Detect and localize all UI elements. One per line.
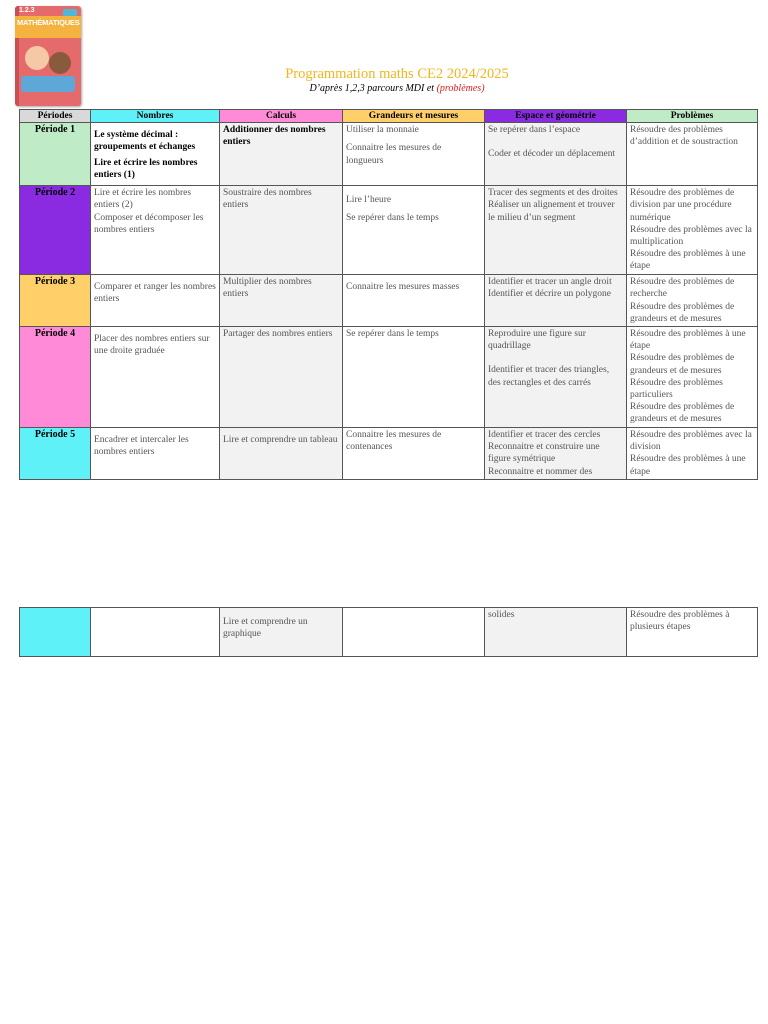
cell-line: Résoudre des problèmes de grandeurs et de mesures	[630, 353, 735, 376]
cell-line: Le système décimal : groupements et échanges	[94, 130, 196, 153]
cell-line: Reproduire une figure sur quadrillage	[488, 329, 586, 352]
document-subtitle	[0, 83, 768, 95]
header-calculs: Calculs	[220, 110, 343, 123]
cell-problemes	[627, 123, 758, 186]
cell-grandeurs-continuation	[343, 608, 485, 657]
cell-line: Lire et comprendre un graphique	[223, 617, 308, 640]
header-nombres: Nombres	[91, 110, 220, 123]
cell-grandeurs	[343, 275, 485, 327]
cell-line: Résoudre des problèmes particuliers	[630, 377, 723, 401]
cell-line: Lire et comprendre un tableau	[223, 435, 338, 446]
cell-line: Identifier et tracer des triangles, des rectangles et des carrés	[488, 365, 610, 388]
cell-line: Résoudre des problèmes à une étape	[630, 249, 746, 272]
cell-grandeurs	[343, 327, 485, 428]
cell-line: Composer et décomposer les nombres entiers	[94, 212, 204, 235]
table-row	[20, 327, 758, 428]
cell-line: Reconnaitre et construire une figure symétrique	[488, 442, 600, 465]
header-problemes: Problèmes	[627, 110, 758, 123]
cell-line: Connaitre les mesures de contenances	[346, 430, 442, 453]
cell-espace	[485, 123, 627, 186]
programmation-table-continuation	[19, 607, 758, 657]
header-grandeurs: Grandeurs et mesures	[343, 110, 485, 123]
cell-line: Réaliser un alignement et trouver le milieu d’un segment	[488, 200, 615, 223]
cell-periode: Période 4	[20, 327, 91, 428]
cell-calculs-continuation	[220, 608, 343, 657]
programmation-table	[19, 109, 758, 480]
cell-line: Identifier et décrire un polygone	[488, 289, 611, 300]
cell-espace-continuation	[485, 608, 627, 657]
cell-problemes	[627, 275, 758, 327]
cell-line: Résoudre des problèmes à une étape	[630, 454, 746, 477]
cell-espace	[485, 275, 627, 327]
cell-line: Connaitre les mesures de longueurs	[346, 143, 442, 166]
cell-line: Résoudre des problèmes de grandeurs et de mesures	[630, 402, 735, 425]
cell-nombres	[91, 123, 220, 186]
cell-line: Additionner des nombres entiers	[223, 125, 326, 148]
cell-line: Coder et décoder un déplacement	[488, 149, 616, 160]
document-title: Programmation maths CE2 2024/2025	[285, 66, 509, 82]
table-row	[20, 275, 758, 327]
cell-problemes	[627, 327, 758, 428]
cell-line: Résoudre des problèmes de grandeurs et de mesures	[630, 301, 735, 324]
cell-line: Lire et écrire les nombres entiers (1)	[94, 157, 198, 180]
cell-periode: Période 1	[20, 123, 91, 186]
cell-line: Reconnaitre et nommer des	[488, 466, 593, 477]
cell-espace	[485, 186, 627, 275]
cell-line: Soustraire des nombres entiers	[223, 188, 312, 211]
cell-espace	[485, 327, 627, 428]
header-espace: Espace et géométrie	[485, 110, 627, 123]
cell-nombres	[91, 275, 220, 327]
cell-periode: Période 3	[20, 275, 91, 327]
cell-periode-continuation	[20, 608, 91, 657]
cell-line: Multiplier des nombres entiers	[223, 277, 312, 300]
cell-grandeurs	[343, 123, 485, 186]
cell-line: Résoudre des problèmes de recherche	[630, 277, 735, 300]
cell-nombres-continuation	[91, 608, 220, 657]
subtitle-highlight: (problèmes)	[436, 83, 485, 94]
cell-line: Se repérer dans le temps	[346, 329, 439, 340]
cell-line: Résoudre des problèmes d’addition et de soustraction	[630, 125, 738, 148]
cell-line: Comparer et ranger les nombres entiers	[94, 282, 216, 305]
cell-line: Partager des nombres entiers	[223, 329, 333, 340]
cell-line: Résoudre des problèmes à plusieurs étapes	[630, 610, 730, 633]
cell-periode: Période 2	[20, 186, 91, 275]
cell-calculs	[220, 123, 343, 186]
subtitle-text: D’après 1,2,3 parcours MDI et	[309, 83, 437, 94]
cell-calculs	[220, 428, 343, 480]
table-row	[20, 186, 758, 275]
cell-grandeurs	[343, 428, 485, 480]
cell-line: Résoudre des problèmes avec la division	[630, 430, 752, 453]
cell-line: Identifier et tracer des cercles	[488, 430, 601, 441]
cell-calculs	[220, 327, 343, 428]
table-row	[20, 428, 758, 480]
cell-problemes	[627, 186, 758, 275]
cell-line: Connaitre les mesures masses	[346, 282, 460, 293]
cell-line: Se repérer dans le temps	[346, 213, 439, 224]
book-title: MATHÉMATIQUES	[17, 18, 80, 27]
cell-line: Lire l’heure	[346, 195, 392, 206]
cell-problemes-continuation	[627, 608, 758, 657]
table-header-row	[20, 110, 758, 123]
cell-line: Résoudre des problèmes de division par une procédure numérique	[630, 188, 735, 223]
cell-line: Lire et écrire les nombres entiers (2)	[94, 188, 192, 211]
cell-problemes	[627, 428, 758, 480]
cell-nombres	[91, 186, 220, 275]
cell-grandeurs	[343, 186, 485, 275]
cell-line: solides	[488, 610, 515, 620]
cell-line: Résoudre des problèmes à une étape	[630, 329, 746, 352]
cell-nombres	[91, 428, 220, 480]
cell-line: Se repérer dans l’espace	[488, 125, 581, 136]
cell-line: Encadrer et intercaler les nombres entiers	[94, 435, 189, 458]
cell-line: Placer des nombres entiers sur une droite graduée	[94, 334, 210, 357]
cell-calculs	[220, 275, 343, 327]
cell-espace	[485, 428, 627, 480]
cell-periode: Période 5	[20, 428, 91, 480]
header-periodes: Périodes	[20, 110, 91, 123]
cell-nombres	[91, 327, 220, 428]
cell-line: Utiliser la monnaie	[346, 125, 419, 136]
table-row	[20, 608, 758, 657]
cell-line: Tracer des segments et des droites	[488, 188, 618, 199]
cell-line: Résoudre des problèmes avec la multiplication	[630, 224, 752, 248]
table-row	[20, 123, 758, 186]
cell-line: Identifier et tracer un angle droit	[488, 277, 612, 288]
cell-calculs	[220, 186, 343, 275]
book-number: 1.2.3	[19, 7, 35, 14]
